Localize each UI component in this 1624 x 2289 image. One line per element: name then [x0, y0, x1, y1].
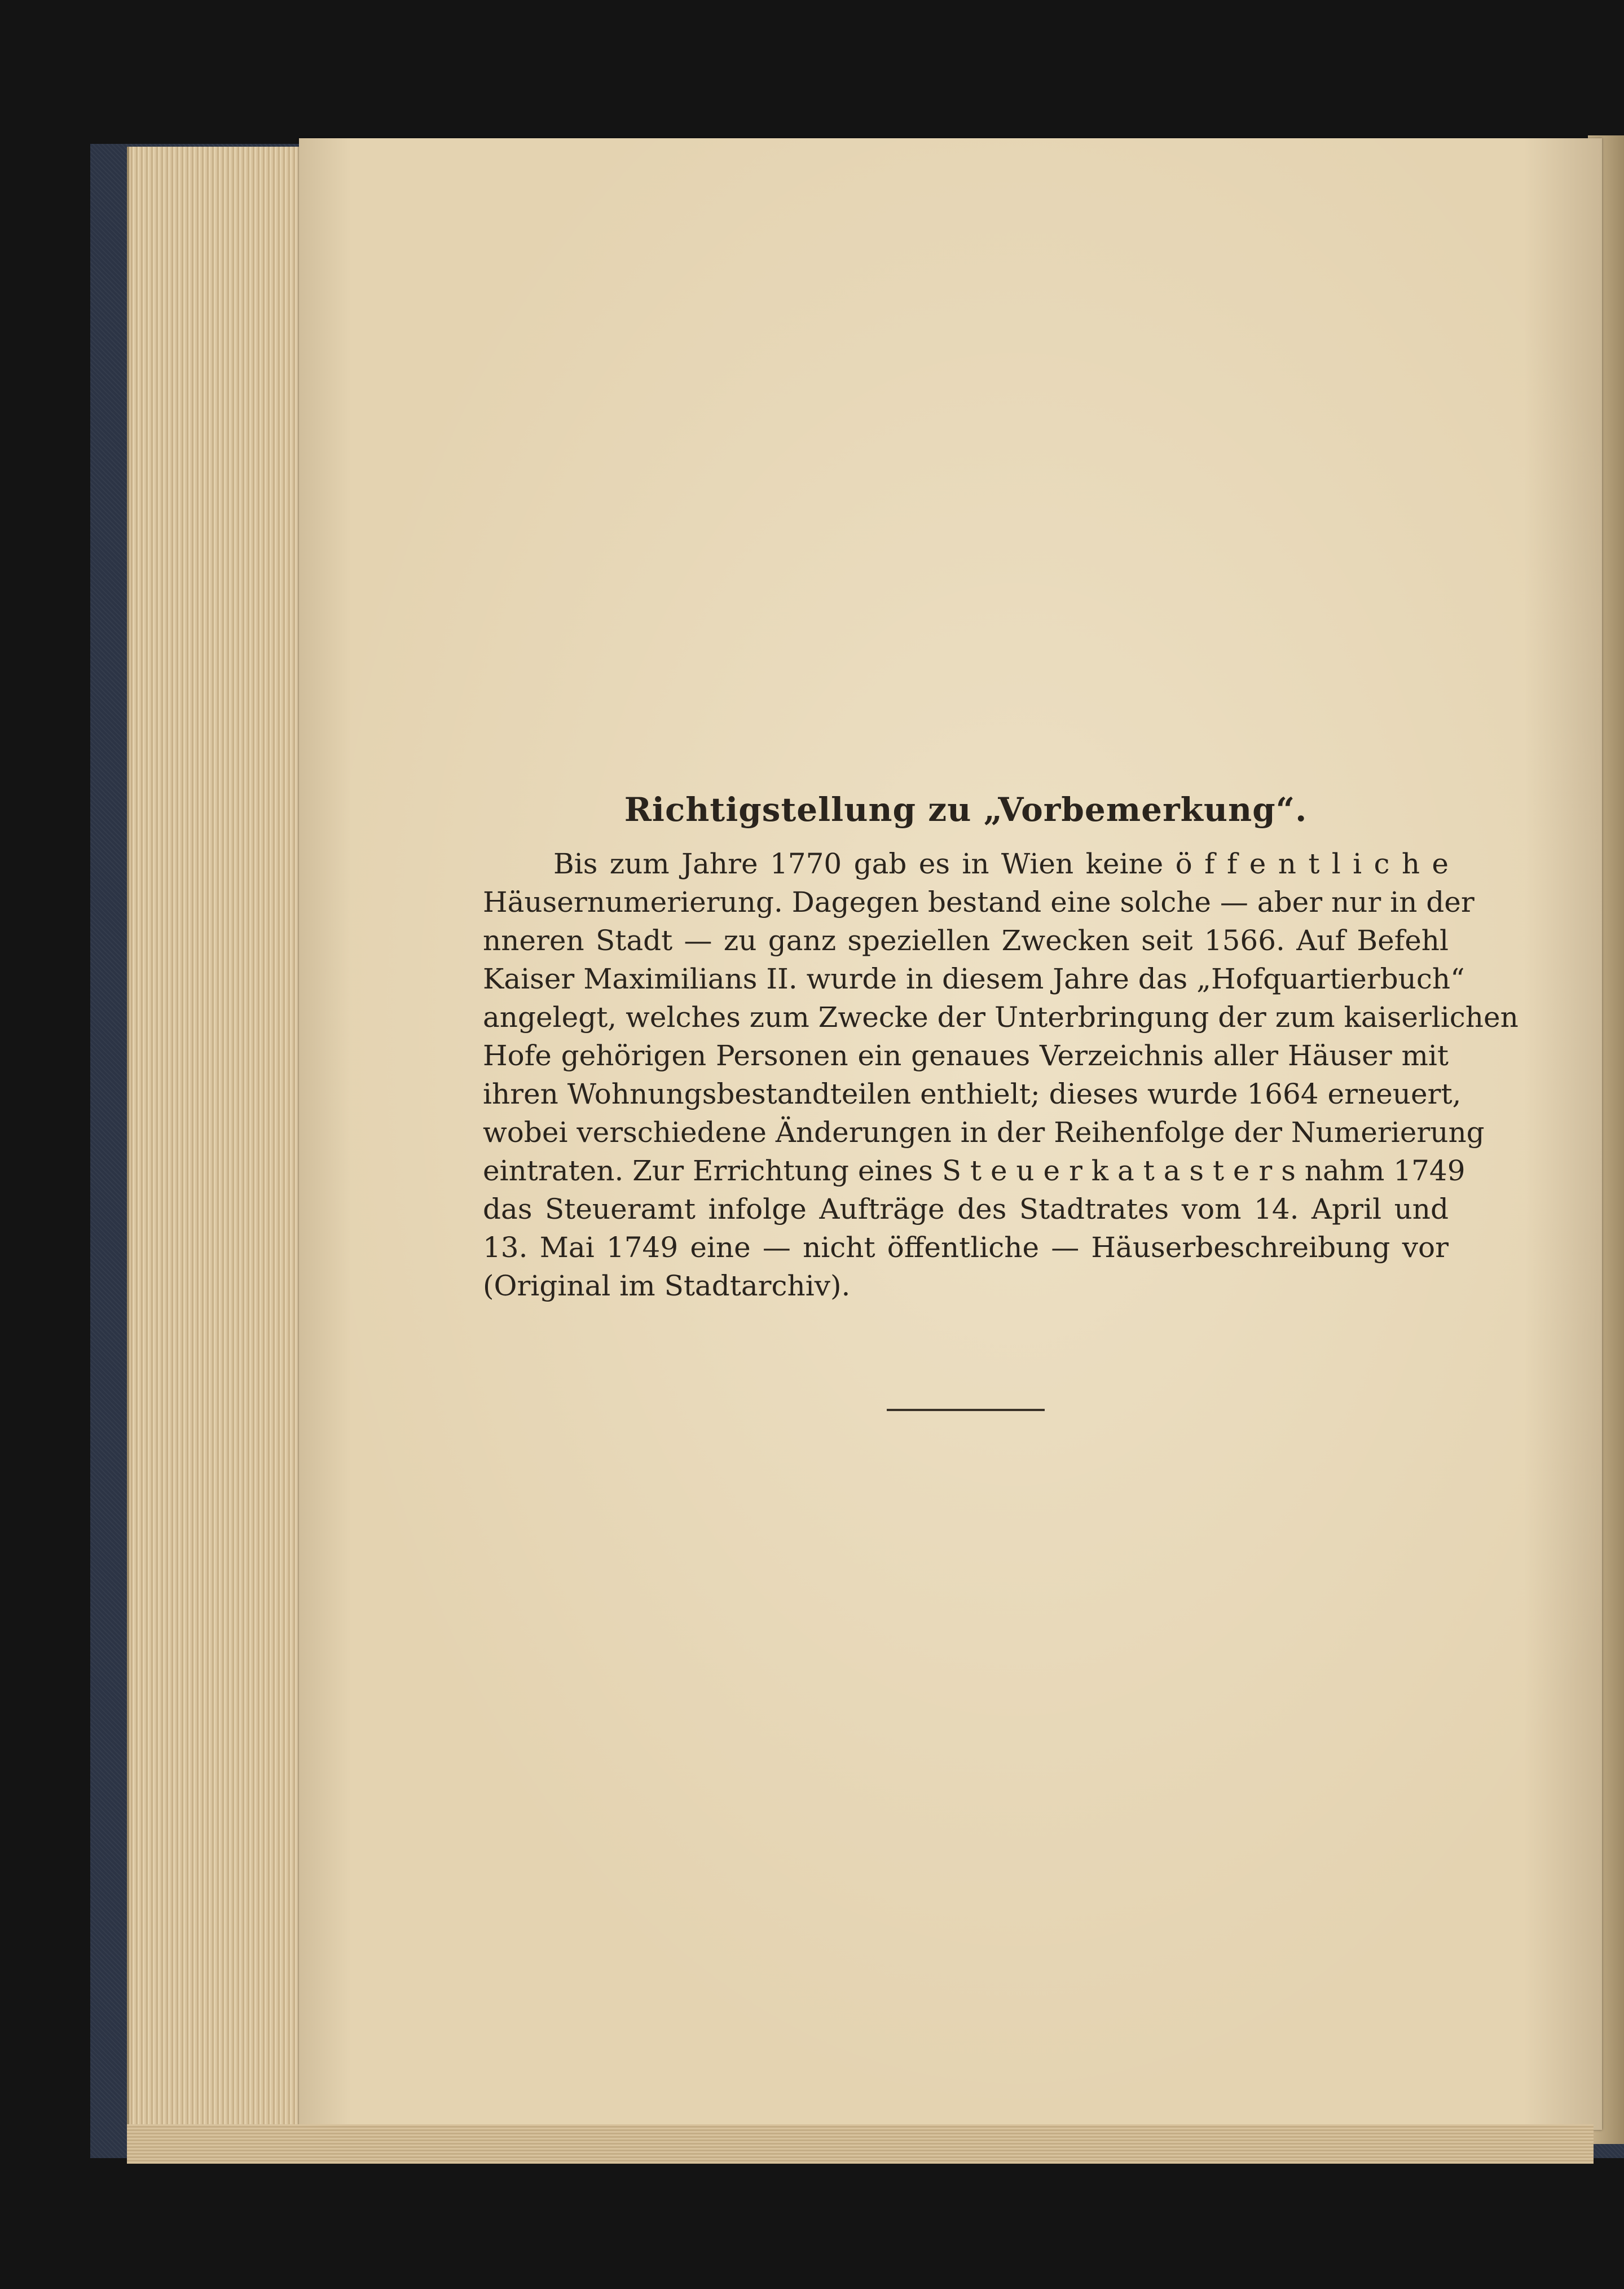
text-line: 13. Mai 1749 eine — nicht öffentliche — Häuserbeschreibung vor	[483, 1231, 1449, 1264]
text-line: nneren Stadt — zu ganz speziellen Zwecken seit 1566. Auf Befehl	[483, 924, 1449, 957]
section-divider	[887, 1409, 1045, 1411]
text-line: Häusernumerierung. Dagegen bestand eine solche — aber nur in der	[483, 886, 1475, 919]
page-edges-bottom	[127, 2124, 1594, 2164]
text-line: Hofe gehörigen Personen ein genaues Verzeichnis aller Häuser mit	[483, 1039, 1449, 1072]
text-line: wobei verschiedene Änderungen in der Reihenfolge der Numerierung	[483, 1116, 1485, 1149]
text-block	[483, 787, 1519, 1305]
text-line: das Steueramt infolge Aufträge des Stadtrates vom 14. April und	[483, 1193, 1449, 1225]
text-line: Kaiser Maximilians II. wurde in diesem Jahre das „Hofquartierbuch“	[483, 963, 1465, 995]
page-edges	[127, 147, 315, 2133]
text-line: angelegt, welches zum Zwecke der Unterbringung der zum kaiserlichen	[483, 1001, 1519, 1034]
text-line: eintraten. Zur Errichtung eines S t e u e r k a t a s t e r s nahm 1749	[483, 1154, 1465, 1187]
text-line: ihren Wohnungsbestandteilen enthielt; dieses wurde 1664 erneuert,	[483, 1078, 1462, 1110]
text-line: Bis zum Jahre 1770 gab es in Wien keine ö f f e n t l i c h e	[553, 847, 1449, 880]
page-heading: Richtigstellung zu „Vorbemerkung“.	[624, 790, 1308, 829]
text-line: (Original im Stadtarchiv).	[483, 1269, 851, 1302]
